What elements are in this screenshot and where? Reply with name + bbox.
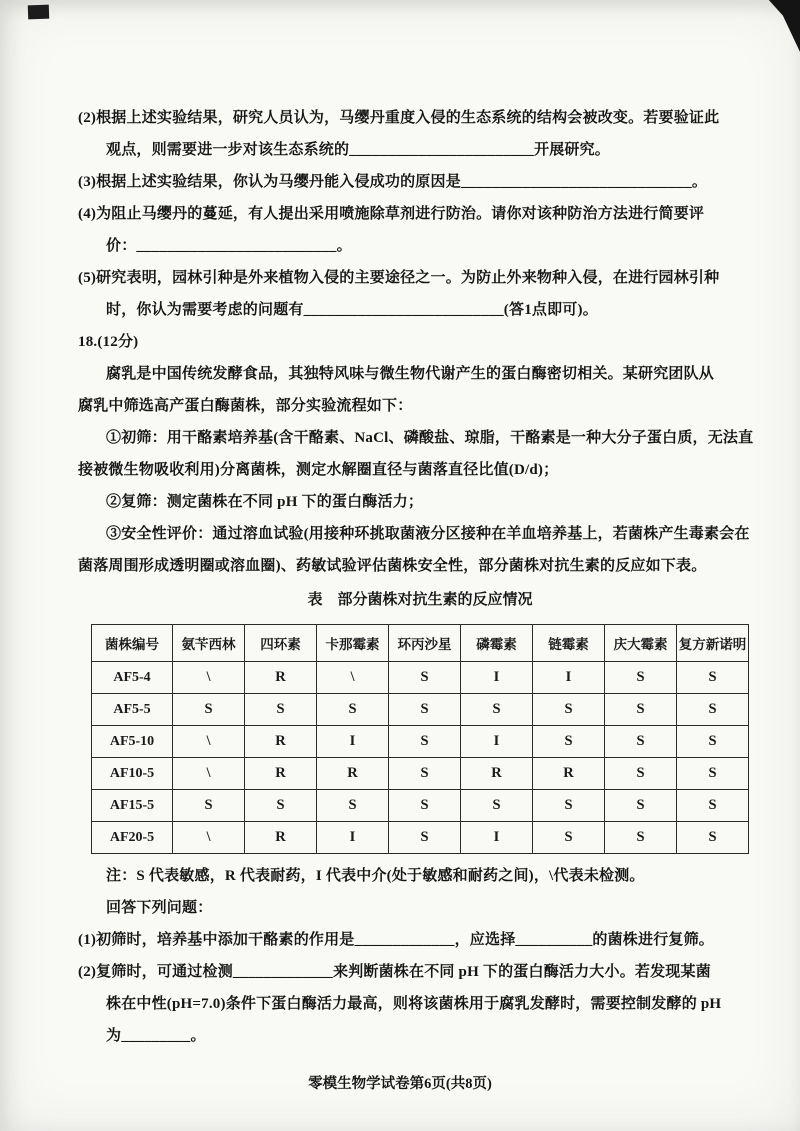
table-cell: S — [677, 758, 749, 790]
table-cell: S — [317, 790, 389, 822]
table-row — [92, 758, 749, 790]
table-cell: S — [461, 790, 533, 822]
text-line: (2)复筛时，可通过检测_____________来判断菌株在不同 pH 下的蛋白酶活力大小。若发现某菌 — [78, 964, 711, 980]
table-cell: S — [389, 790, 461, 822]
table-cell: S — [677, 822, 749, 854]
text-line: 腐乳是中国传统发酵食品，其独特风味与微生物代谢产生的蛋白酶密切相关。某研究团队从 — [106, 366, 715, 382]
table-cell: \ — [173, 726, 245, 758]
text-line: ②复筛：测定菌株在不同 pH 下的蛋白酶活力； — [106, 494, 424, 510]
table-header-row — [92, 625, 749, 662]
table-row — [92, 662, 749, 694]
table-cell: S — [605, 758, 677, 790]
table-cell: S — [677, 662, 749, 694]
table-header-cell: 庆大霉素 — [605, 625, 677, 662]
table-cell: I — [317, 822, 389, 854]
table-cell: R — [461, 758, 533, 790]
table-cell: AF10-5 — [92, 758, 173, 790]
table-cell: S — [533, 726, 605, 758]
question-text-block-bottom — [78, 860, 762, 1052]
scan-corner-mark — [762, 0, 800, 52]
text-line: 接被微生物吸收利用)分离菌株，测定水解圈直径与菌落直径比值(D/d)； — [78, 462, 559, 478]
table-header-cell: 卡那霉素 — [317, 625, 389, 662]
table-row — [92, 694, 749, 726]
table-cell: S — [461, 694, 533, 726]
text-line: (3)根据上述实验结果，你认为马缨丹能入侵成功的原因是______________________________。 — [78, 174, 708, 190]
table-cell: I — [461, 726, 533, 758]
table-cell: S — [605, 662, 677, 694]
table-cell: R — [533, 758, 605, 790]
table-row — [92, 726, 749, 758]
table-cell: S — [389, 694, 461, 726]
table-cell: S — [605, 726, 677, 758]
table-cell: S — [533, 694, 605, 726]
text-line: (5)研究表明，园林引种是外来植物入侵的主要途径之一。为防止外来物种入侵，在进行园林引种 — [78, 270, 720, 286]
table-cell: \ — [317, 662, 389, 694]
table-cell: AF15-5 — [92, 790, 173, 822]
text-line: 回答下列问题： — [106, 900, 213, 916]
table-header-cell: 菌株编号 — [92, 625, 173, 662]
scan-mark — [28, 5, 49, 20]
table-header-cell: 复方新诺明 — [677, 625, 749, 662]
table-cell: R — [245, 662, 317, 694]
table-header-cell: 磷霉素 — [461, 625, 533, 662]
table-cell: AF20-5 — [92, 822, 173, 854]
table-row — [92, 822, 749, 854]
page-content — [78, 102, 762, 1052]
table-header-cell: 链霉素 — [533, 625, 605, 662]
text-line: 腐乳中筛选高产蛋白酶菌株，部分实验流程如下： — [78, 398, 413, 414]
page-footer: 零模生物学试卷第6页(共8页) — [308, 1076, 492, 1092]
text-line: (2)根据上述实验结果，研究人员认为，马缨丹重度入侵的生态系统的结构会被改变。若要验证此 — [78, 110, 720, 126]
table-row — [92, 790, 749, 822]
table-cell: S — [389, 726, 461, 758]
text-line: 时，你认为需要考虑的问题有__________________________(答1点即可)。 — [106, 302, 598, 318]
text-line: 价：__________________________。 — [106, 238, 352, 254]
text-line: 观点，则需要进一步对该生态系统的________________________开展研究。 — [106, 142, 611, 158]
table-cell: I — [461, 662, 533, 694]
text-line: 18.(12分) — [78, 334, 139, 350]
table-title: 表 部分菌株对抗生素的反应情况 — [307, 592, 533, 608]
text-line: (4)为阻止马缨丹的蔓延，有人提出采用喷施除草剂进行防治。请你对该种防治方法进行简要评 — [78, 206, 705, 222]
table-cell: S — [677, 694, 749, 726]
table-cell: I — [533, 662, 605, 694]
table-cell: S — [245, 790, 317, 822]
table-cell: S — [389, 822, 461, 854]
table-cell: S — [533, 822, 605, 854]
table-header-cell: 四环素 — [245, 625, 317, 662]
table-cell: S — [173, 694, 245, 726]
table-header-cell: 氨苄西林 — [173, 625, 245, 662]
table-cell: S — [677, 790, 749, 822]
table-cell: S — [389, 662, 461, 694]
table-cell: I — [461, 822, 533, 854]
table-cell: S — [677, 726, 749, 758]
text-line: ①初筛：用干酪素培养基(含干酪素、NaCl、磷酸盐、琼脂，干酪素是一种大分子蛋白质，无法直 — [106, 430, 754, 446]
table-cell: I — [317, 726, 389, 758]
text-line: 菌落周围形成透明圈或溶血圈)、药敏试验评估菌株安全性，部分菌株对抗生素的反应如下表。 — [78, 558, 707, 574]
table-cell: S — [533, 790, 605, 822]
question-text-block-top — [78, 102, 762, 582]
table-cell: \ — [173, 662, 245, 694]
table-cell: AF5-5 — [92, 694, 173, 726]
table-cell: AF5-10 — [92, 726, 173, 758]
table-cell: R — [245, 822, 317, 854]
table-cell: \ — [173, 822, 245, 854]
table-cell: S — [605, 694, 677, 726]
table-cell: S — [605, 790, 677, 822]
text-line: ③安全性评价：通过溶血试验(用接种环挑取菌液分区接种在羊血培养基上，若菌株产生毒素会在 — [106, 526, 750, 542]
text-line: 株在中性(pH=7.0)条件下蛋白酶活力最高，则将该菌株用于腐乳发酵时，需要控制发酵的 pH — [106, 996, 722, 1012]
table-header-cell: 环丙沙星 — [389, 625, 461, 662]
antibiotic-reaction-table — [91, 624, 749, 854]
table-cell: R — [245, 726, 317, 758]
table-cell: R — [245, 758, 317, 790]
table-cell: S — [245, 694, 317, 726]
table-cell: AF5-4 — [92, 662, 173, 694]
table-cell: S — [605, 822, 677, 854]
table-cell: \ — [173, 758, 245, 790]
table-cell: S — [173, 790, 245, 822]
table-cell: R — [317, 758, 389, 790]
text-line: 为_________。 — [106, 1028, 206, 1044]
table-cell: S — [389, 758, 461, 790]
table-cell: S — [317, 694, 389, 726]
text-line: (1)初筛时，培养基中添加干酪素的作用是_____________，应选择__________的菌株进行复筛。 — [78, 932, 714, 948]
text-line: 注：S 代表敏感，R 代表耐药，I 代表中介(处于敏感和耐药之间)，\代表未检测。 — [106, 868, 645, 884]
